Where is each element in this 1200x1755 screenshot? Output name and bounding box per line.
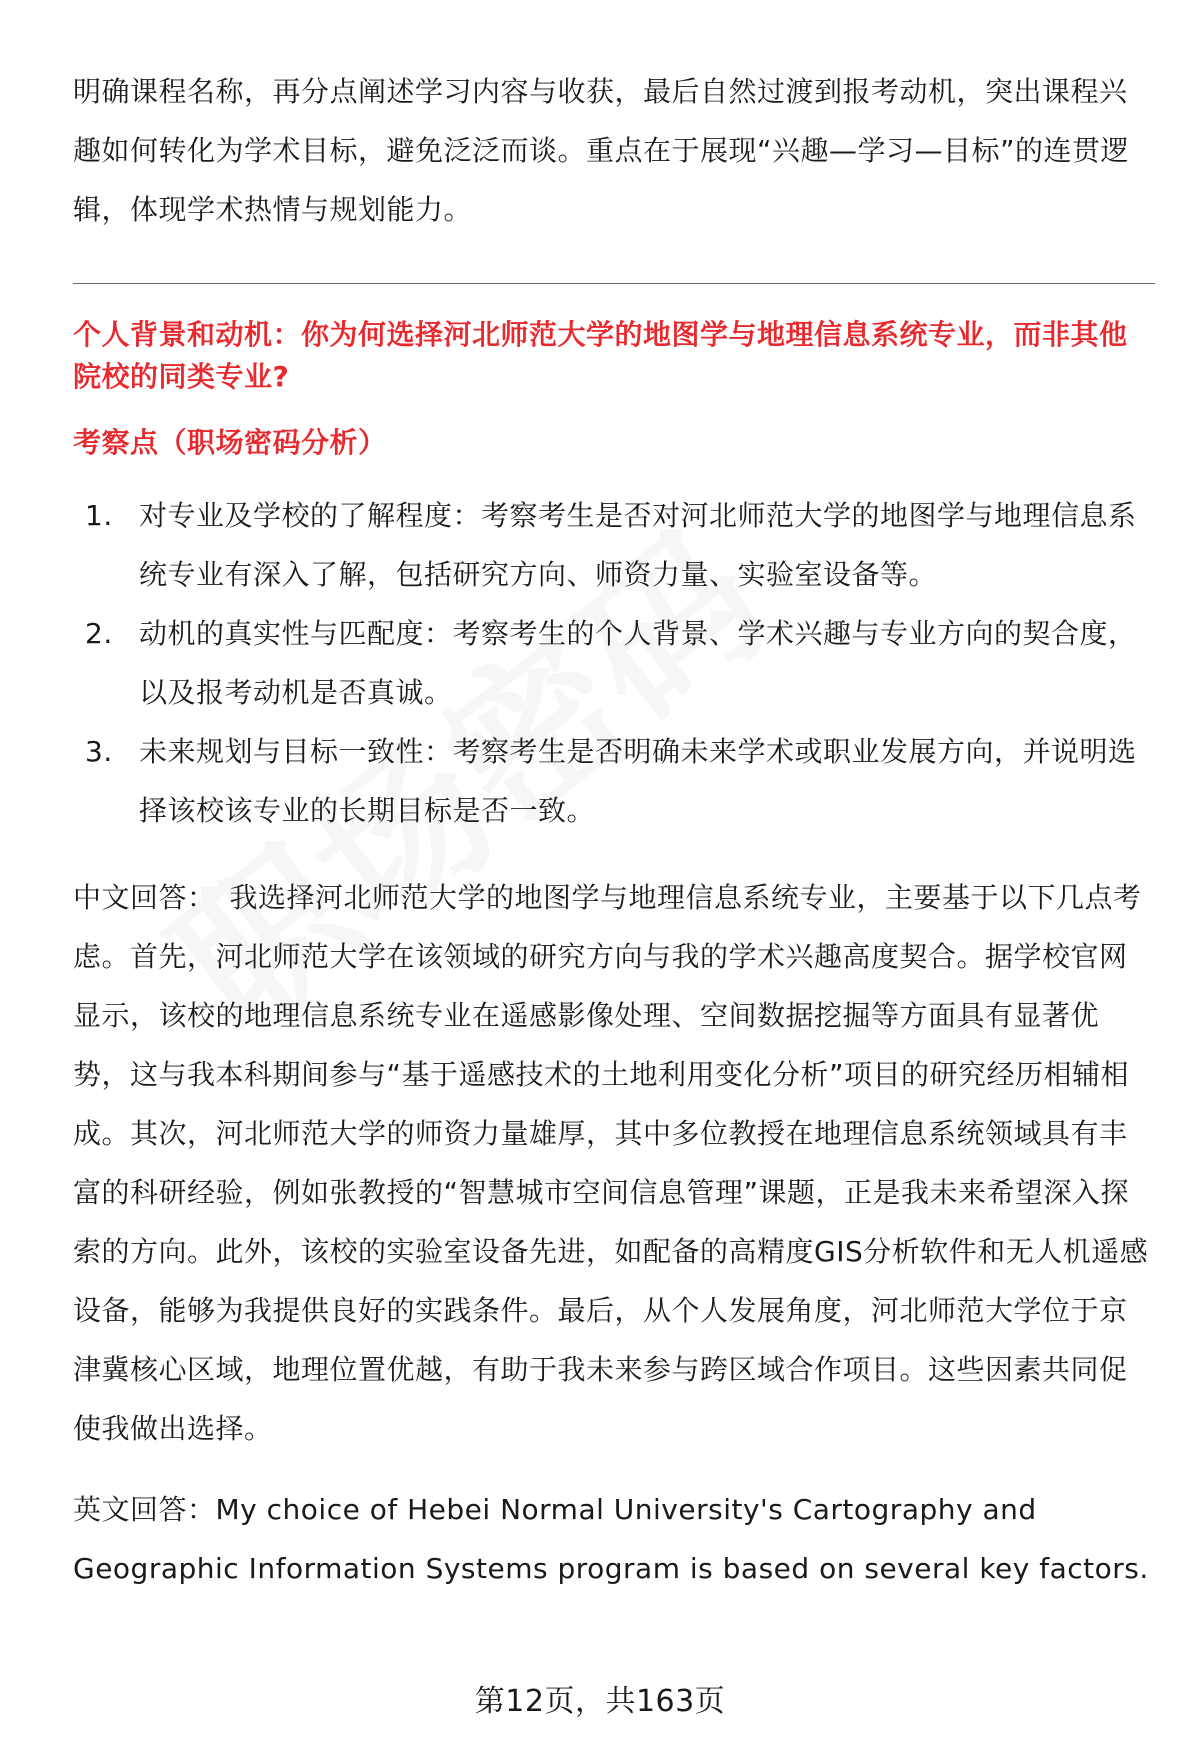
list-item [85, 722, 1155, 840]
english-answer [73, 1480, 1155, 1598]
list-item-text: 动机的真实性与匹配度：考察考生的个人背景、学术兴趣与专业方向的契合度，以及报考动机是否真诚。 [139, 617, 1137, 709]
assessment-points-list [73, 486, 1155, 840]
page-number-footer: 第12页，共163页 [474, 1684, 726, 1719]
intro-paragraph: 明确课程名称，再分点阐述学习内容与收获，最后自然过渡到报考动机，突出课程兴趣如何转化为学术目标，避免泛泛而谈。重点在于展现“兴趣—学习—目标”的连贯逻辑，体现学术热情与规划能力。 [73, 75, 1130, 226]
list-item-number: 1. [85, 499, 113, 532]
list-item-text: 未来规划与目标一致性：考察考生是否明确未来学术或职业发展方向，并说明选择该校该专业的长期目标是否一致。 [139, 735, 1137, 827]
question-heading: 个人背景和动机：你为何选择河北师范大学的地图学与地理信息系统专业，而非其他院校的同类专业? [73, 318, 1128, 393]
list-item [85, 486, 1155, 604]
chinese-answer-label: 中文回答： [73, 881, 216, 914]
list-item-text: 对专业及学校的了解程度：考察考生是否对河北师范大学的地图学与地理信息系统专业有深入了解，包括研究方向、师资力量、实验室设备等。 [139, 499, 1137, 591]
section-divider [73, 283, 1155, 284]
chinese-answer [73, 868, 1155, 1458]
english-answer-label: 英文回答： [73, 1493, 216, 1526]
chinese-answer-text: 我选择河北师范大学的地图学与地理信息系统专业，主要基于以下几点考虑。首先，河北师范大学在该领域的研究方向与我的学术兴趣高度契合。据学校官网显示，该校的地理信息系统专业在遥感影像处理、空间数据挖掘等方面具有显著优势，这与我本科期间参与“基于遥感技术的土地利用变化分析”项目的研究经历相辅相成。其次，河北师范大学的师资力量雄厚，其中多位教授在地理信息系统领域具有丰富的科研经验，例如张教授的“智慧城市空间信息管理”课题，正是我未来希望深入探索的方向。此外，该校的实验室设备先进，如配备的高精度GIS分析软件和无人机遥感设备，能够为我提供良好的实践条件。最后，从个人发展角度，河北师范大学位于京津冀核心区域，地理位置优越，有助于我未来参与跨区域合作项目。这些因素共同促使我做出选择。 [73, 881, 1149, 1445]
english-answer-text: My choice of Hebei Normal University's Cartography and Geographic Information Systems program is based on several key factors. [73, 1493, 1149, 1585]
document-page [73, 62, 1155, 1598]
section-title: 考察点（职场密码分析） [73, 426, 387, 459]
list-item-number: 2. [85, 617, 113, 650]
list-item-number: 3. [85, 735, 113, 768]
list-item [85, 604, 1155, 722]
